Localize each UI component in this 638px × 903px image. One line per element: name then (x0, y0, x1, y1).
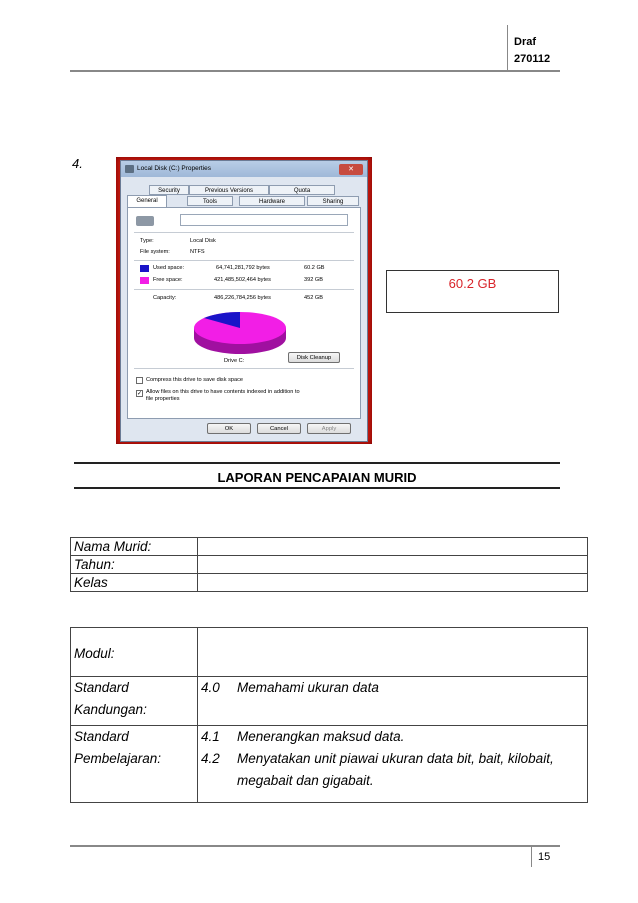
dialog-title: Local Disk (C:) Properties (137, 165, 212, 172)
used-space-label: Used space: (153, 265, 185, 271)
table-row (71, 574, 588, 592)
dialog-titlebar (121, 161, 367, 177)
cancel-button[interactable]: Cancel (257, 423, 301, 434)
module-table (70, 627, 588, 803)
class-field[interactable] (198, 574, 588, 592)
properties-dialog (120, 160, 368, 442)
header-divider (507, 25, 508, 70)
footer-rule (70, 845, 560, 847)
general-panel (127, 207, 361, 419)
standard-kandungan-label (71, 677, 198, 726)
table-row (71, 628, 588, 677)
name-label: Nama Murid: (71, 538, 198, 556)
table-row (71, 677, 588, 726)
tab-quota[interactable]: Quota (269, 185, 335, 195)
sp1-text: Menerangkan maksud data. (237, 729, 405, 744)
table-row (71, 726, 588, 803)
title-top-rule (74, 462, 560, 464)
answer-box[interactable] (386, 270, 559, 313)
disk-pie-chart (190, 306, 290, 356)
filesystem-label: File system: (140, 249, 170, 255)
free-space-swatch (140, 277, 149, 284)
student-info-table (70, 537, 588, 592)
used-space-gb: 60.2 GB (304, 265, 325, 271)
capacity-label: Capacity: (153, 295, 177, 301)
tab-tools[interactable]: Tools (187, 196, 233, 206)
used-space-bytes: 64,741,281,792 bytes (216, 265, 270, 271)
title-bottom-rule (74, 487, 560, 489)
tab-general[interactable]: General (127, 195, 167, 208)
sp-label-1: Standard (74, 729, 129, 744)
ok-button[interactable]: OK (207, 423, 251, 434)
tab-hardware[interactable]: Hardware (239, 196, 305, 206)
divider (134, 232, 354, 233)
divider (134, 289, 354, 290)
index-checkbox[interactable]: ✓ (137, 391, 143, 397)
apply-button[interactable]: Apply (307, 423, 351, 434)
tab-previous-versions[interactable]: Previous Versions (189, 185, 269, 195)
page-number: 15 (538, 851, 551, 863)
capacity-gb: 452 GB (304, 295, 323, 301)
drive-name-input[interactable] (180, 214, 348, 226)
tab-security[interactable]: Security (149, 185, 189, 195)
index-label: Allow files on this drive to have contents indexed in addition to (146, 389, 300, 395)
type-value: Local Disk (190, 238, 216, 244)
drive-icon (125, 165, 134, 173)
sp2-text: Menyatakan unit piawai ukuran data bit, bait, kilobait, megabait dan gigabait. (237, 751, 554, 788)
filesystem-value: NTFS (190, 249, 205, 255)
drive-label: Drive C: (224, 358, 245, 364)
disk-cleanup-button[interactable]: Disk Cleanup (288, 352, 340, 363)
sp1-number: 4.1 (201, 729, 220, 744)
question-number: 4. (72, 156, 83, 171)
year-field[interactable] (198, 556, 588, 574)
draft-label (514, 34, 550, 68)
standard-pembelajaran-label (71, 726, 198, 803)
used-space-swatch (140, 265, 149, 272)
table-row (71, 538, 588, 556)
sk-label-2: Kandungan: (74, 702, 147, 717)
module-label-text: Modul: (74, 646, 115, 661)
close-icon[interactable]: ✕ (339, 164, 363, 175)
draft-date: 270112 (514, 53, 551, 65)
capacity-bytes: 486,226,784,256 bytes (214, 295, 271, 301)
sk-label-1: Standard (74, 680, 129, 695)
class-label: Kelas (71, 574, 198, 592)
free-space-gb: 392 GB (304, 277, 323, 283)
divider (134, 260, 354, 261)
module-field[interactable] (198, 628, 588, 677)
sp2-number: 4.2 (201, 751, 220, 766)
name-field[interactable] (198, 538, 588, 556)
year-label: Tahun: (71, 556, 198, 574)
standard-kandungan-value (198, 677, 588, 726)
free-space-label: Free space: (153, 277, 183, 283)
type-label: Type: (140, 238, 154, 244)
compress-checkbox[interactable] (136, 377, 143, 384)
table-row (71, 556, 588, 574)
compress-label: Compress this drive to save disk space (146, 377, 243, 383)
module-label (71, 628, 198, 677)
sk-text: Memahami ukuran data (237, 680, 379, 695)
answer-text: 60.2 GB (448, 276, 497, 291)
list-item (201, 677, 584, 699)
draft-word: Draf (514, 36, 537, 48)
list-item (201, 748, 584, 792)
footer-divider (531, 847, 532, 867)
tab-sharing[interactable]: Sharing (307, 196, 359, 206)
divider (134, 368, 354, 369)
disk-icon (136, 216, 154, 226)
sk-number: 4.0 (201, 680, 220, 695)
list-item (201, 726, 584, 748)
index-label-cont: file properties (146, 396, 180, 402)
sp-label-2: Pembelajaran: (74, 751, 162, 766)
standard-pembelajaran-value (198, 726, 588, 803)
report-title: LAPORAN PENCAPAIAN MURID (217, 470, 417, 485)
header-rule (70, 70, 560, 72)
free-space-bytes: 421,485,502,464 bytes (214, 277, 271, 283)
